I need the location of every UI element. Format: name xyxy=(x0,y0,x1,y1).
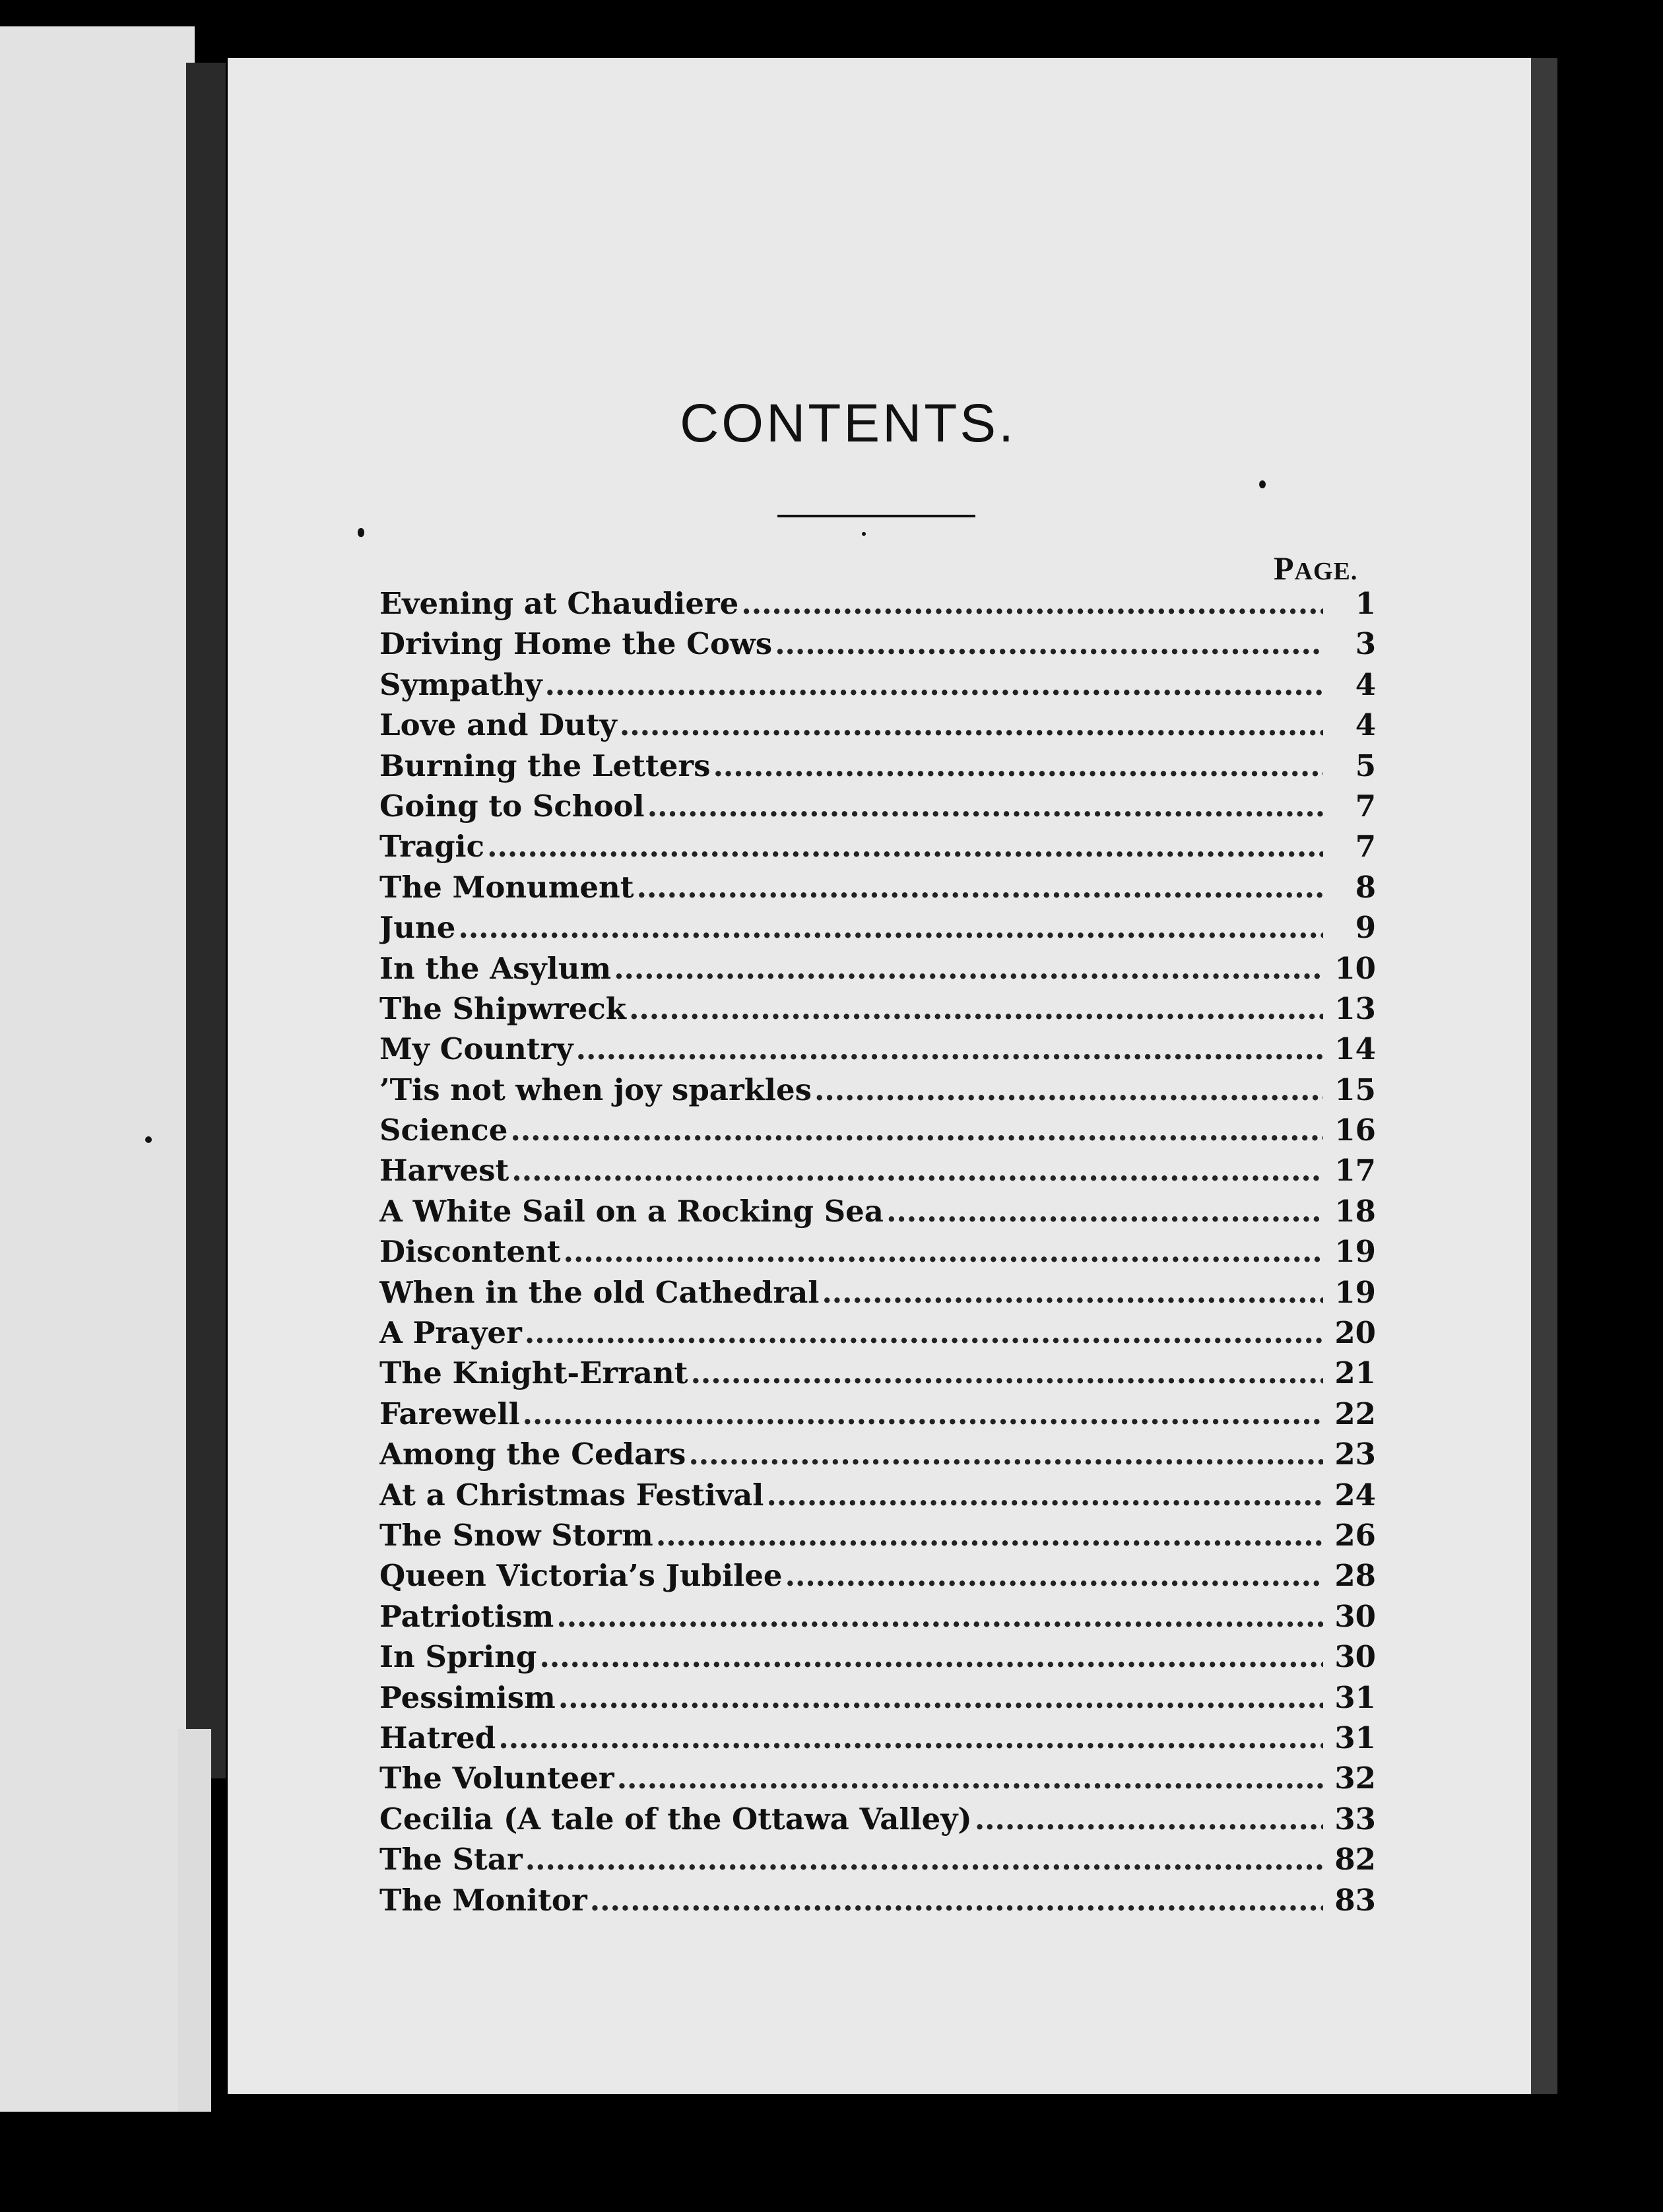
entry-title: The Monitor xyxy=(379,1882,587,1918)
entry-page: 20 xyxy=(1334,1315,1376,1351)
toc-entry xyxy=(379,1355,1376,1396)
scan-speck xyxy=(862,532,866,536)
dot-leader xyxy=(886,1194,1323,1229)
entry-page: 30 xyxy=(1334,1639,1376,1675)
toc-entry xyxy=(379,1072,1376,1113)
dot-leader xyxy=(525,1842,1323,1877)
entry-title: Among the Cedars xyxy=(379,1437,686,1472)
previous-page-edge xyxy=(0,26,195,2112)
dot-leader xyxy=(564,1234,1323,1269)
entry-title: Hatred xyxy=(379,1720,496,1755)
dot-leader xyxy=(510,1113,1323,1148)
dot-leader xyxy=(617,1761,1323,1796)
entry-page: 30 xyxy=(1334,1598,1376,1634)
entry-page: 31 xyxy=(1334,1679,1376,1715)
page-label-initial: P xyxy=(1274,550,1295,587)
dot-leader xyxy=(690,1355,1323,1390)
entry-page: 4 xyxy=(1355,707,1376,743)
page-column-label xyxy=(1274,549,1357,587)
dot-leader xyxy=(637,870,1323,905)
toc-entry xyxy=(379,626,1376,667)
entry-page: 5 xyxy=(1355,748,1376,783)
toc-entry xyxy=(379,1275,1376,1315)
entry-title: A White Sail on a Rocking Sea xyxy=(379,1193,884,1229)
book-binding xyxy=(186,63,226,1778)
toc-entry xyxy=(379,910,1376,950)
entry-page: 28 xyxy=(1334,1558,1376,1594)
entry-title: Harvest xyxy=(379,1153,509,1188)
toc-entry xyxy=(379,748,1376,789)
entry-page: 26 xyxy=(1334,1517,1376,1553)
dot-leader xyxy=(688,1437,1323,1472)
toc-entry xyxy=(379,667,1376,707)
entry-page: 31 xyxy=(1334,1720,1376,1755)
entry-title: The Monument xyxy=(379,869,634,905)
entry-title: The Snow Storm xyxy=(379,1517,653,1553)
dot-leader xyxy=(487,829,1323,864)
entry-title: Pessimism xyxy=(379,1679,556,1715)
dot-leader xyxy=(822,1275,1323,1310)
page-title: CONTENTS. xyxy=(680,393,1016,453)
dot-leader xyxy=(558,1680,1323,1715)
toc-entry xyxy=(379,1518,1376,1558)
dot-leader xyxy=(545,667,1323,702)
toc-entry xyxy=(379,1113,1376,1153)
dot-leader xyxy=(614,951,1323,986)
entry-title: ’Tis not when joy sparkles xyxy=(379,1072,812,1107)
toc-entry xyxy=(379,1599,1376,1639)
toc-entry xyxy=(379,1842,1376,1882)
toc-entry xyxy=(379,870,1376,910)
entry-title: In Spring xyxy=(379,1639,537,1675)
entry-page: 3 xyxy=(1355,626,1376,662)
title-rule xyxy=(777,515,975,517)
dot-leader xyxy=(511,1153,1323,1188)
entry-title: The Knight-Errant xyxy=(379,1355,688,1391)
entry-page: 19 xyxy=(1334,1274,1376,1310)
toc-entry xyxy=(379,1478,1376,1518)
entry-title: Queen Victoria’s Jubilee xyxy=(379,1558,783,1594)
dot-leader xyxy=(741,586,1323,621)
entry-title: Burning the Letters xyxy=(379,748,711,783)
entry-title: When in the old Cathedral xyxy=(379,1274,820,1310)
entry-title: Farewell xyxy=(379,1396,520,1431)
entry-page: 10 xyxy=(1334,950,1376,986)
dot-leader xyxy=(766,1478,1323,1513)
dot-leader xyxy=(975,1802,1323,1837)
entry-title: Driving Home the Cows xyxy=(379,626,773,662)
toc-entry xyxy=(379,991,1376,1031)
entry-page: 16 xyxy=(1334,1113,1376,1148)
entry-title: Cecilia (A tale of the Ottawa Valley) xyxy=(379,1801,972,1837)
entry-title: My Country xyxy=(379,1031,573,1067)
entry-title: Going to School xyxy=(379,788,645,824)
dot-leader xyxy=(590,1883,1323,1918)
dot-leader xyxy=(523,1396,1323,1431)
dot-leader xyxy=(814,1072,1323,1107)
entry-page: 19 xyxy=(1334,1234,1376,1270)
toc-entry xyxy=(379,1153,1376,1193)
entry-page: 4 xyxy=(1355,667,1376,702)
toc-entry xyxy=(379,586,1376,626)
toc-entry xyxy=(379,789,1376,829)
entry-title: Evening at Chaudiere xyxy=(379,586,739,621)
dot-leader xyxy=(647,789,1323,824)
entry-title: Tragic xyxy=(379,829,485,864)
toc-entry xyxy=(379,1194,1376,1234)
dot-leader xyxy=(775,626,1323,661)
toc-entry xyxy=(379,1031,1376,1072)
toc-entry xyxy=(379,707,1376,748)
dot-leader xyxy=(539,1639,1323,1674)
toc-entry xyxy=(379,1883,1376,1923)
entry-title: Love and Duty xyxy=(379,707,617,743)
entry-title: In the Asylum xyxy=(379,950,612,986)
dot-leader xyxy=(556,1599,1323,1634)
dot-leader xyxy=(498,1720,1323,1755)
scan-speck xyxy=(145,1136,152,1143)
toc-entry xyxy=(379,951,1376,991)
dot-leader xyxy=(629,991,1323,1026)
page-label-rest: AGE. xyxy=(1294,558,1358,585)
entry-page: 7 xyxy=(1355,829,1376,864)
entry-page: 13 xyxy=(1334,991,1376,1026)
toc-entry xyxy=(379,1761,1376,1801)
scan-speck xyxy=(1259,480,1266,488)
toc-entry xyxy=(379,1802,1376,1842)
dot-leader xyxy=(713,748,1323,783)
toc-entry xyxy=(379,1315,1376,1355)
contents-list xyxy=(379,586,1376,1923)
dot-leader xyxy=(656,1518,1323,1553)
entry-page: 18 xyxy=(1334,1193,1376,1229)
dot-leader xyxy=(785,1558,1323,1593)
toc-entry xyxy=(379,1396,1376,1437)
entry-page: 83 xyxy=(1334,1882,1376,1918)
entry-page: 23 xyxy=(1334,1437,1376,1472)
entry-page: 15 xyxy=(1334,1072,1376,1107)
entry-page: 24 xyxy=(1334,1477,1376,1513)
dot-leader xyxy=(620,707,1323,742)
binding-highlight xyxy=(178,1729,211,2112)
entry-page: 17 xyxy=(1334,1153,1376,1188)
toc-entry xyxy=(379,1437,1376,1477)
entry-title: Science xyxy=(379,1113,508,1148)
scan-speck xyxy=(358,528,364,537)
entry-title: A Prayer xyxy=(379,1315,522,1351)
entry-page: 8 xyxy=(1355,869,1376,905)
toc-entry xyxy=(379,1639,1376,1679)
entry-title: At a Christmas Festival xyxy=(379,1477,764,1513)
toc-entry xyxy=(379,829,1376,869)
page-edge-shadow xyxy=(1531,58,1557,2094)
entry-page: 1 xyxy=(1355,586,1376,621)
toc-entry xyxy=(379,1680,1376,1720)
entry-page: 22 xyxy=(1334,1396,1376,1431)
dot-leader xyxy=(525,1315,1323,1350)
dot-leader xyxy=(576,1031,1323,1066)
entry-page: 14 xyxy=(1334,1031,1376,1067)
toc-entry xyxy=(379,1234,1376,1274)
entry-page: 21 xyxy=(1334,1355,1376,1391)
entry-page: 32 xyxy=(1334,1761,1376,1796)
entry-page: 82 xyxy=(1334,1842,1376,1877)
entry-page: 9 xyxy=(1355,910,1376,946)
entry-title: The Shipwreck xyxy=(379,991,626,1026)
entry-title: Sympathy xyxy=(379,667,542,702)
entry-title: Discontent xyxy=(379,1234,561,1270)
toc-entry xyxy=(379,1558,1376,1598)
entry-page: 7 xyxy=(1355,788,1376,824)
entry-title: Patriotism xyxy=(379,1598,554,1634)
entry-page: 33 xyxy=(1334,1801,1376,1837)
entry-title: The Star xyxy=(379,1842,523,1877)
dot-leader xyxy=(458,910,1323,945)
toc-entry xyxy=(379,1720,1376,1761)
entry-title: June xyxy=(379,910,456,946)
entry-title: The Volunteer xyxy=(379,1761,614,1796)
